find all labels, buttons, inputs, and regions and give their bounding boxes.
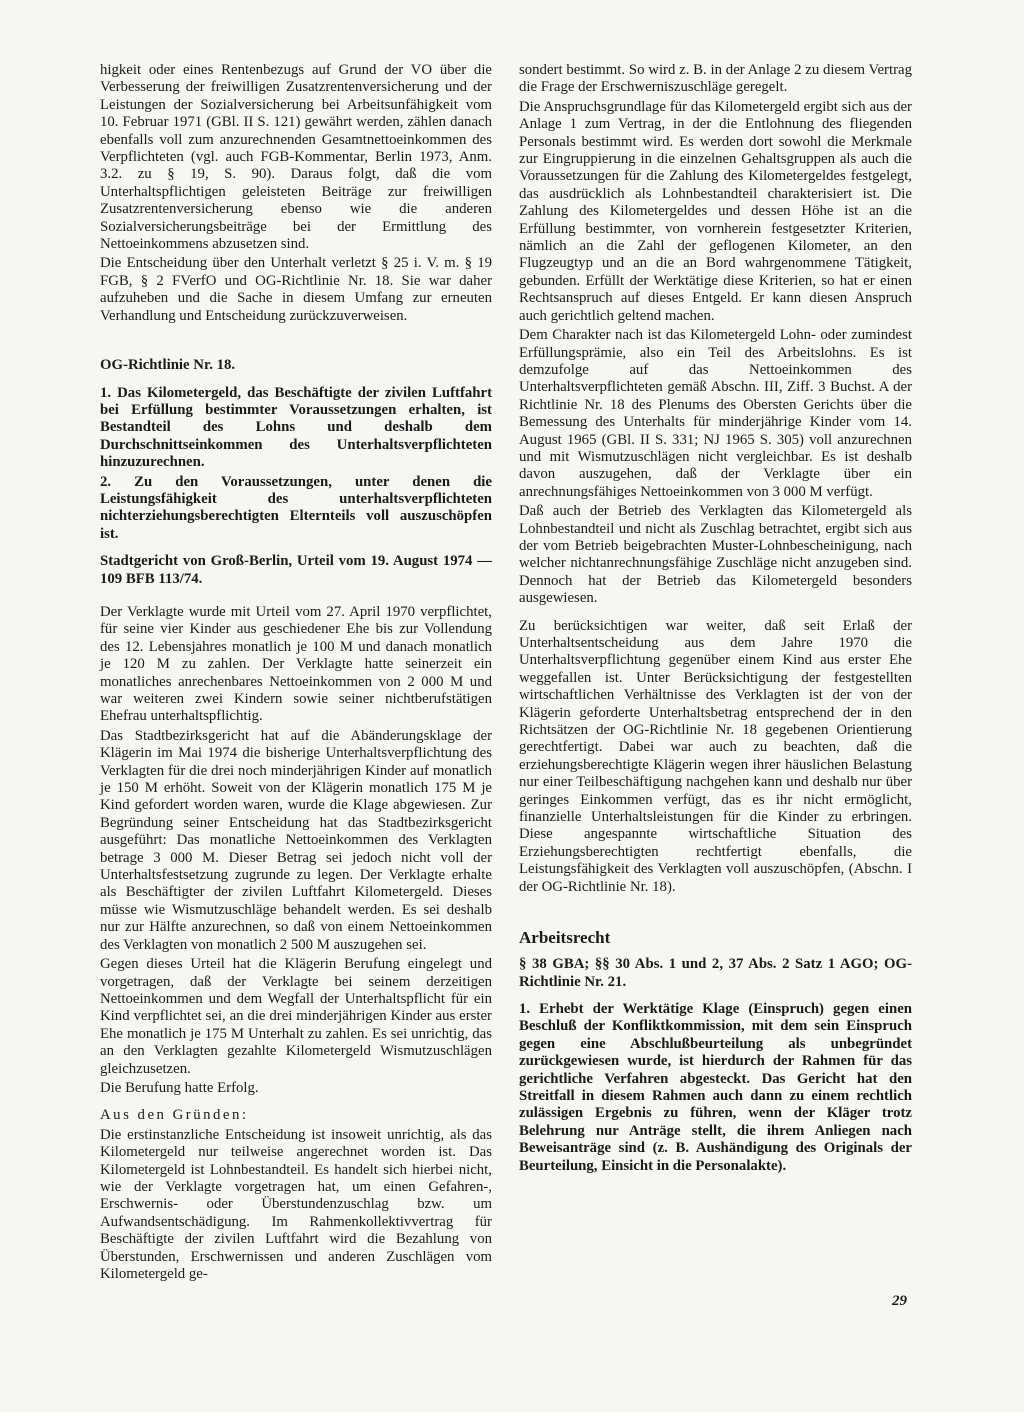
paragraph-character: Dem Charakter nach ist das Kilometergeld Lohn- oder zumindest Erfüllungsprämie, also ein Teil des Arbeitslohns. Es ist demzufolge auf das Nettoeinkommen des Unterhaltsverpflichteten gemäß Abschn. III, Ziff. 3 Buchst. A der Richtlinie Nr. 18 des Plenums des Obersten Gerichts über die Bemessung des Unterhalts für minderjährige Kinder vom 14. August 1965 (GBl. II S. 331; NJ 1965 S. 305) voll anzurechnen und mit Wismutzuschlägen nicht vergleichbar. Es ist deshalb davon auszugehen, daß der Verklagte über ein anrechnungsfähiges Nettoeinkommen von 3 000 M verfügt. bbox=[519, 327, 912, 500]
paragraph-facts: Der Verklagte wurde mit Urteil vom 27. April 1970 verpflichtet, für seine vier Kinder aus geschiedener Ehe bis zur Vollendung des 12. Lebensjahres monatlich je 100 M und danach monatlich je 120 M zu zahlen. Der Verklagte hatte seinerzeit ein monatliches anrechenbares Nettoeinkommen von 2 000 M und war weiteren zwei Kindern sowie seiner nichtberufstätigen Ehefrau unterhaltspflichtig. bbox=[100, 603, 492, 725]
court-citation: Stadtgericht von Groß-Berlin, Urteil vom 19. August 1974 — 109 BFB 113/74. bbox=[100, 553, 492, 587]
page-number: 29 bbox=[892, 1293, 907, 1309]
paragraph-continuation: higkeit oder eines Rentenbezugs auf Grund der VO über die Verbesserung der freiwilligen Zusatzrentenversicherung und der Leistungen der Sozialversicherung bei Arbeitsunfähigkeit vom 10. Februar 1971 (GBl. II S. 121) gewährt werden, zählen danach ebenfalls voll zum anzurechnenden Gesamtnettoeinkommen des Verpflichteten (vgl. auch FGB-Kommentar, Berlin 1973, Anm. 3.2. zu § 19, S. 90). Daraus folgt, daß die vom Unterhaltspflichtigen geleisteten Beiträge zur freiwilligen Zusatzrentenversicherung ebenso wie die anderen Sozialversicherungsbeiträge bei der Ermittlung des Nettoeinkommens abzusetzen sind. bbox=[100, 62, 492, 253]
headnote-1: 1. Das Kilometergeld, das Beschäftigte der zivilen Luftfahrt bei Erfüllung bestimmter Voraussetzungen erhalten, ist Bestandteil des Lohns und deshalb dem Durchschnittseinkommen des Unterhaltsverpflichteten hinzuzurechnen. bbox=[100, 384, 492, 471]
right-column bbox=[519, 62, 912, 1177]
reasons-heading: Aus den Gründen: bbox=[100, 1107, 249, 1124]
left-column bbox=[100, 62, 492, 1285]
section-title: Arbeitsrecht bbox=[519, 928, 611, 948]
norm-citation: § 38 GBA; §§ 30 Abs. 1 und 2, 37 Abs. 2 Satz 1 AGO; OG-Richtlinie Nr. 21. bbox=[519, 956, 912, 990]
headnote-2: 2. Zu den Voraussetzungen, unter denen die Leistungsfähigkeit des unterhaltsverpflichteten nichterziehungsberechtigten Elternteils voll auszuschöpfen ist. bbox=[100, 473, 492, 542]
paragraph-employer: Daß auch der Betrieb des Verklagten das Kilometergeld als Lohnbestandteil und nicht als Zuschlag betrachtet, ergibt sich aus der vom Betrieb beigebrachten Muster-Lohnbescheinigung, nach welcher nichtanrechnungsfähige Zuschläge nicht anzugeben sind. Dennoch hat der Betrieb das Kilometergeld besonders ausgewiesen. bbox=[519, 503, 912, 607]
case-heading: OG-Richtlinie Nr. 18. bbox=[100, 357, 236, 374]
paragraph-decision: Die Entscheidung über den Unterhalt verletzt § 25 i. V. m. § 19 FGB, § 2 FVerfO und OG-Richtlinie Nr. 18. Sie war daher aufzuheben und die Sache in diesem Umfang zur erneuten Verhandlung und Entscheidung zurückzuverweisen. bbox=[100, 255, 492, 324]
paragraph-continuation: sondert bestimmt. So wird z. B. in der Anlage 2 zu diesem Vertrag die Frage der Erschwerniszuschläge geregelt. bbox=[519, 62, 912, 96]
paragraph-claim-basis: Die Anspruchsgrundlage für das Kilometergeld ergibt sich aus der Anlage 1 zum Vertrag, in der die Entlohnung des fliegenden Personals bestimmt wird. Es werden dort sowohl die Merkmale zur Eingruppierung in die einzelnen Gehaltsgruppen als auch die Voraussetzungen für die Zahlung des Kilometergeldes festgelegt, das ausdrücklich als Lohnbestandteil charakterisiert ist. Die Zahlung des Kilometergeldes und dessen Höhe ist an die Erfüllung bestimmter, von vornherein festgesetzter Kriterien, nämlich an die Zahl der geflogenen Kilometer, an den Flugzeugtyp und an die an Bord wahrgenommene Tätigkeit, gebunden. Erfüllt der Werktätige diese Kriterien, so hat er einen Rechtsanspruch auf dieses Entgeld. Er kann diesen Anspruch auch gerichtlich geltend machen. bbox=[519, 98, 912, 324]
paragraph-result: Die Berufung hatte Erfolg. bbox=[100, 1079, 259, 1096]
paragraph-appeal: Gegen dieses Urteil hat die Klägerin Berufung eingelegt und vorgetragen, daß der Verklagte bei seinem derzeitigen Nettoeinkommen und dem Wegfall der Unterhaltspflicht für ein Kind verpflichtet sei, an die drei minderjährigen Kinder aus erster Ehe monatlich je 175 M Unterhalt zu zahlen. Es sei unrichtig, das an den Verklagten gezahlte Kilometergeld Wismutzuschlägen gleichzusetzen. bbox=[100, 956, 492, 1077]
paragraph-reasons: Die erstinstanzliche Entscheidung ist insoweit unrichtig, als das Kilometergeld nur teilweise angerechnet worden ist. Das Kilometergeld ist Lohnbestandteil. Es handelt sich hierbei nicht, wie der Verklagte vorgetragen hat, um einen Gefahren-, Erschwernis- oder Überstundenzuschlag bzw. um Aufwandsentschädigung. Im Rahmenkollektivvertrag für Beschäftigte der zivilen Luftfahrt wird die Bezahlung von Überstunden, Erschwernissen und anderen Zuschlägen vom Kilometergeld ge- bbox=[100, 1126, 492, 1282]
headnote-labour: 1. Erhebt der Werktätige Klage (Einspruch) gegen einen Beschluß der Konfliktkommission, mit dem sein Einspruch gegen eine Abschlußbeurteilung als unbegründet zurückgewiesen wurde, ist hierdurch der Rahmen für das gerichtliche Verfahren abgesteckt. Das Gericht hat den Streitfall in diesem Rahmen auch dann zu einem rechtlich zulässigen Ergebnis zu führen, wenn der Kläger trotz Belehrung nur Anträge stellt, die ihrem Anliegen nach Beweisanträge sind (z. B. Aushändigung des Originals der Beurteilung, Einsicht in die Personalakte). bbox=[519, 1000, 912, 1174]
paragraph-lower-court: Das Stadtbezirksgericht hat auf die Abänderungsklage der Klägerin im Mai 1974 die bisherige Unterhaltsverpflichtung des Verklagten für die drei noch minderjährigen Kinder auf monatlich je 150 M erhöht. Soweit von der Klägerin monatlich 175 M je Kind gefordert worden waren, wurde die Klage abgewiesen. Zur Begründung seiner Entscheidung hat das Stadtbezirksgericht ausgeführt: Das monatliche Nettoeinkommen des Verklagten betrage 3 000 M. Dieser Betrag sei jedoch nicht voll der Unterhaltsfestsetzung zugrunde zu legen. Der Verklagte erhalte als Beschäftigter der zivilen Luftfahrt Kilometergeld. Dieses müsse wie Wismutzuschläge behandelt werden. Es sei deshalb nur zur Hälfte anzurechnen, so daß von einem Nettoeinkommen des Verklagten von monatlich 2 500 M auszugehen sei. bbox=[100, 727, 492, 953]
paragraph-consideration: Zu berücksichtigen war weiter, daß seit Erlaß der Unterhaltsentscheidung aus dem Jahre 1970 die Unterhaltsverpflichtung gegenüber einem Kind aus erster Ehe weggefallen ist. Unter Berücksichtigung der festgestellten wirtschaftlichen Verhältnisse des Verklagten ist der von der Klägerin geforderte Unterhaltsbetrag entsprechend der in den Richtsätzen der OG-Richtlinie Nr. 18 gegebenen Orientierung gerechtfertigt. Dabei war auch zu beachten, daß die erziehungsberechtigte Klägerin wegen ihrer häuslichen Belastung nur einer Teilbeschäftigung nachgehen kann und deshalb nur über geringes Einkommen verfügt, das es ihr nicht ermöglicht, finanzielle Unterhaltsleistungen für die Kinder zu erbringen. Diese angespannte wirtschaftliche Situation des Erziehungsberechtigten rechtfertigt ebenfalls, die Leistungsfähigkeit des Verklagten voll auszuschöpfen, (Abschn. I der OG-Richtlinie Nr. 18). bbox=[519, 617, 912, 895]
